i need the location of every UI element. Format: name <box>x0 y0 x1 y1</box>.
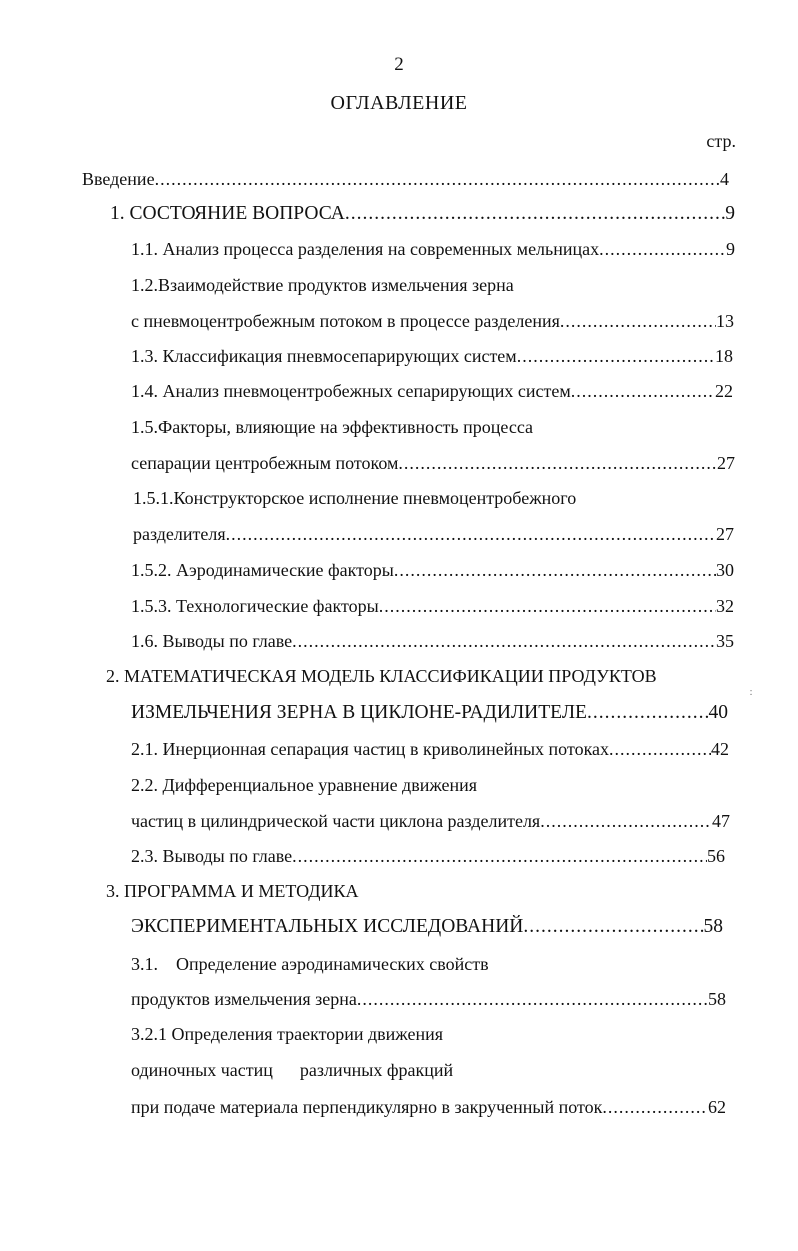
toc-leader <box>602 1096 708 1118</box>
page-number: 2 <box>394 54 404 75</box>
toc-label: ИЗМЕЛЬЧЕНИЯ ЗЕРНА В ЦИКЛОНЕ-РАДИЛИТЕЛЕ <box>131 702 587 723</box>
toc-entry-2-2-line1: 2.2. Дифференциальное уравнение движения <box>131 775 478 795</box>
toc-label: сепарации центробежным потоком <box>131 453 399 473</box>
toc-label: 2.1. Инерционная сепарация частиц в криволинейных потоках <box>131 739 610 759</box>
toc-entry-1-5-2[interactable] <box>131 559 734 581</box>
toc-leader <box>398 452 717 474</box>
page-title: ОГЛАВЛЕНИЕ <box>330 92 468 114</box>
toc-page: 13 <box>716 311 734 331</box>
toc-entry-1-5-line1: 1.5.Факторы, влияющие на эффективность процесса <box>131 417 534 437</box>
toc-entry-1-2[interactable] <box>131 310 734 332</box>
toc-page: 32 <box>716 596 734 616</box>
toc-leader <box>540 810 712 832</box>
margin-speck: : <box>749 686 753 698</box>
toc-label: 1.5.3. Технологические факторы <box>131 596 379 616</box>
toc-entry-2-1[interactable] <box>131 738 729 760</box>
toc-leader <box>517 345 715 367</box>
toc-label: 1.4. Анализ пневмоцентробежных сепарирующих систем <box>131 381 571 401</box>
toc-entry-chapter-3-line1: 3. ПРОГРАММА И МЕТОДИКА <box>106 881 359 901</box>
toc-leader <box>587 702 709 724</box>
toc-page: 58 <box>708 989 726 1009</box>
toc-label: 1. СОСТОЯНИЕ ВОПРОСА <box>110 203 345 224</box>
toc-page: 22 <box>715 381 733 401</box>
toc-leader <box>379 595 716 617</box>
toc-page: 30 <box>716 560 734 580</box>
toc-leader <box>345 203 725 225</box>
toc-leader <box>155 168 720 190</box>
toc-page: 40 <box>708 702 728 723</box>
toc-page: 42 <box>711 739 729 759</box>
toc-page: 58 <box>703 916 723 937</box>
toc-page: 4 <box>720 169 729 189</box>
toc-entry-3-1[interactable] <box>131 988 726 1010</box>
toc-label: продуктов измельчения зерна <box>131 989 357 1009</box>
toc-entry-2-3[interactable] <box>131 845 725 867</box>
toc-page: 27 <box>717 453 735 473</box>
toc-page: 47 <box>712 811 730 831</box>
toc-label: 1.1. Анализ процесса разделения на современных мельницах <box>131 239 600 259</box>
toc-entry-3-2-1-line1: 3.2.1 Определения траектории движения <box>131 1024 444 1044</box>
toc-entry-1-5-1-line1: 1.5.1.Конструкторское исполнение пневмоцентробежного <box>133 488 577 508</box>
toc-entry-1-5-3[interactable] <box>131 595 734 617</box>
toc-label: 2.3. Выводы по главе <box>131 846 293 866</box>
toc-leader <box>523 916 703 938</box>
toc-entry-chapter-3[interactable] <box>131 916 723 938</box>
toc-entry-1-1[interactable] <box>131 238 735 260</box>
toc-label: частиц в цилиндрической части циклона разделителя <box>131 811 541 831</box>
toc-label: 1.6. Выводы по главе <box>131 631 293 651</box>
toc-label: разделителя <box>133 524 226 544</box>
toc-entry-3-2-1[interactable] <box>131 1096 726 1118</box>
toc-leader <box>226 523 716 545</box>
toc-label: 1.3. Классификация пневмосепарирующих систем <box>131 346 517 366</box>
toc-leader <box>560 310 716 332</box>
toc-page: 9 <box>725 203 735 224</box>
toc-label: с пневмоцентробежным потоком в процессе разделения <box>131 311 560 331</box>
toc-entry-chapter-2[interactable] <box>131 702 728 724</box>
page-column-label: стр. <box>706 131 736 151</box>
toc-entry-chapter-1[interactable] <box>110 203 735 225</box>
toc-entry-1-6[interactable] <box>131 630 734 652</box>
toc-entry-1-3[interactable] <box>131 345 733 367</box>
toc-entry-chapter-2-line1: 2. МАТЕМАТИЧЕСКАЯ МОДЕЛЬ КЛАССИФИКАЦИИ ПРОДУКТОВ <box>106 666 657 686</box>
toc-entry-3-2-1-line2: одиночных частиц различных фракций <box>131 1060 454 1080</box>
toc-leader <box>609 738 711 760</box>
toc-leader <box>292 845 707 867</box>
toc-entry-1-2-line1: 1.2.Взаимодействие продуктов измельчения зерна <box>131 275 514 295</box>
toc-entry-1-5-1[interactable] <box>133 523 734 545</box>
toc-label: ЭКСПЕРИМЕНТАЛЬНЫХ ИССЛЕДОВАНИЙ <box>131 916 524 937</box>
toc-label: 1.5.2. Аэродинамические факторы <box>131 560 394 580</box>
toc-page: 27 <box>716 524 734 544</box>
toc-entry-intro[interactable] <box>82 168 729 190</box>
toc-leader <box>357 988 708 1010</box>
toc-page: 9 <box>726 239 735 259</box>
toc-entry-3-1-line1: 3.1. Определение аэродинамических свойств <box>131 954 489 974</box>
toc-leader <box>292 630 716 652</box>
toc-page: 18 <box>715 346 733 366</box>
toc-page: 35 <box>716 631 734 651</box>
toc-leader <box>571 380 715 402</box>
toc-page: 56 <box>707 846 725 866</box>
toc-entry-2-2[interactable] <box>131 810 730 832</box>
toc-entry-1-5[interactable] <box>131 452 735 474</box>
toc-label: при подаче материала перпендикулярно в закрученный поток <box>131 1097 603 1117</box>
toc-leader <box>599 238 726 260</box>
toc-leader <box>394 559 716 581</box>
toc-entry-1-4[interactable] <box>131 380 733 402</box>
toc-label: Введение <box>82 169 155 189</box>
toc-page: 62 <box>708 1097 726 1117</box>
